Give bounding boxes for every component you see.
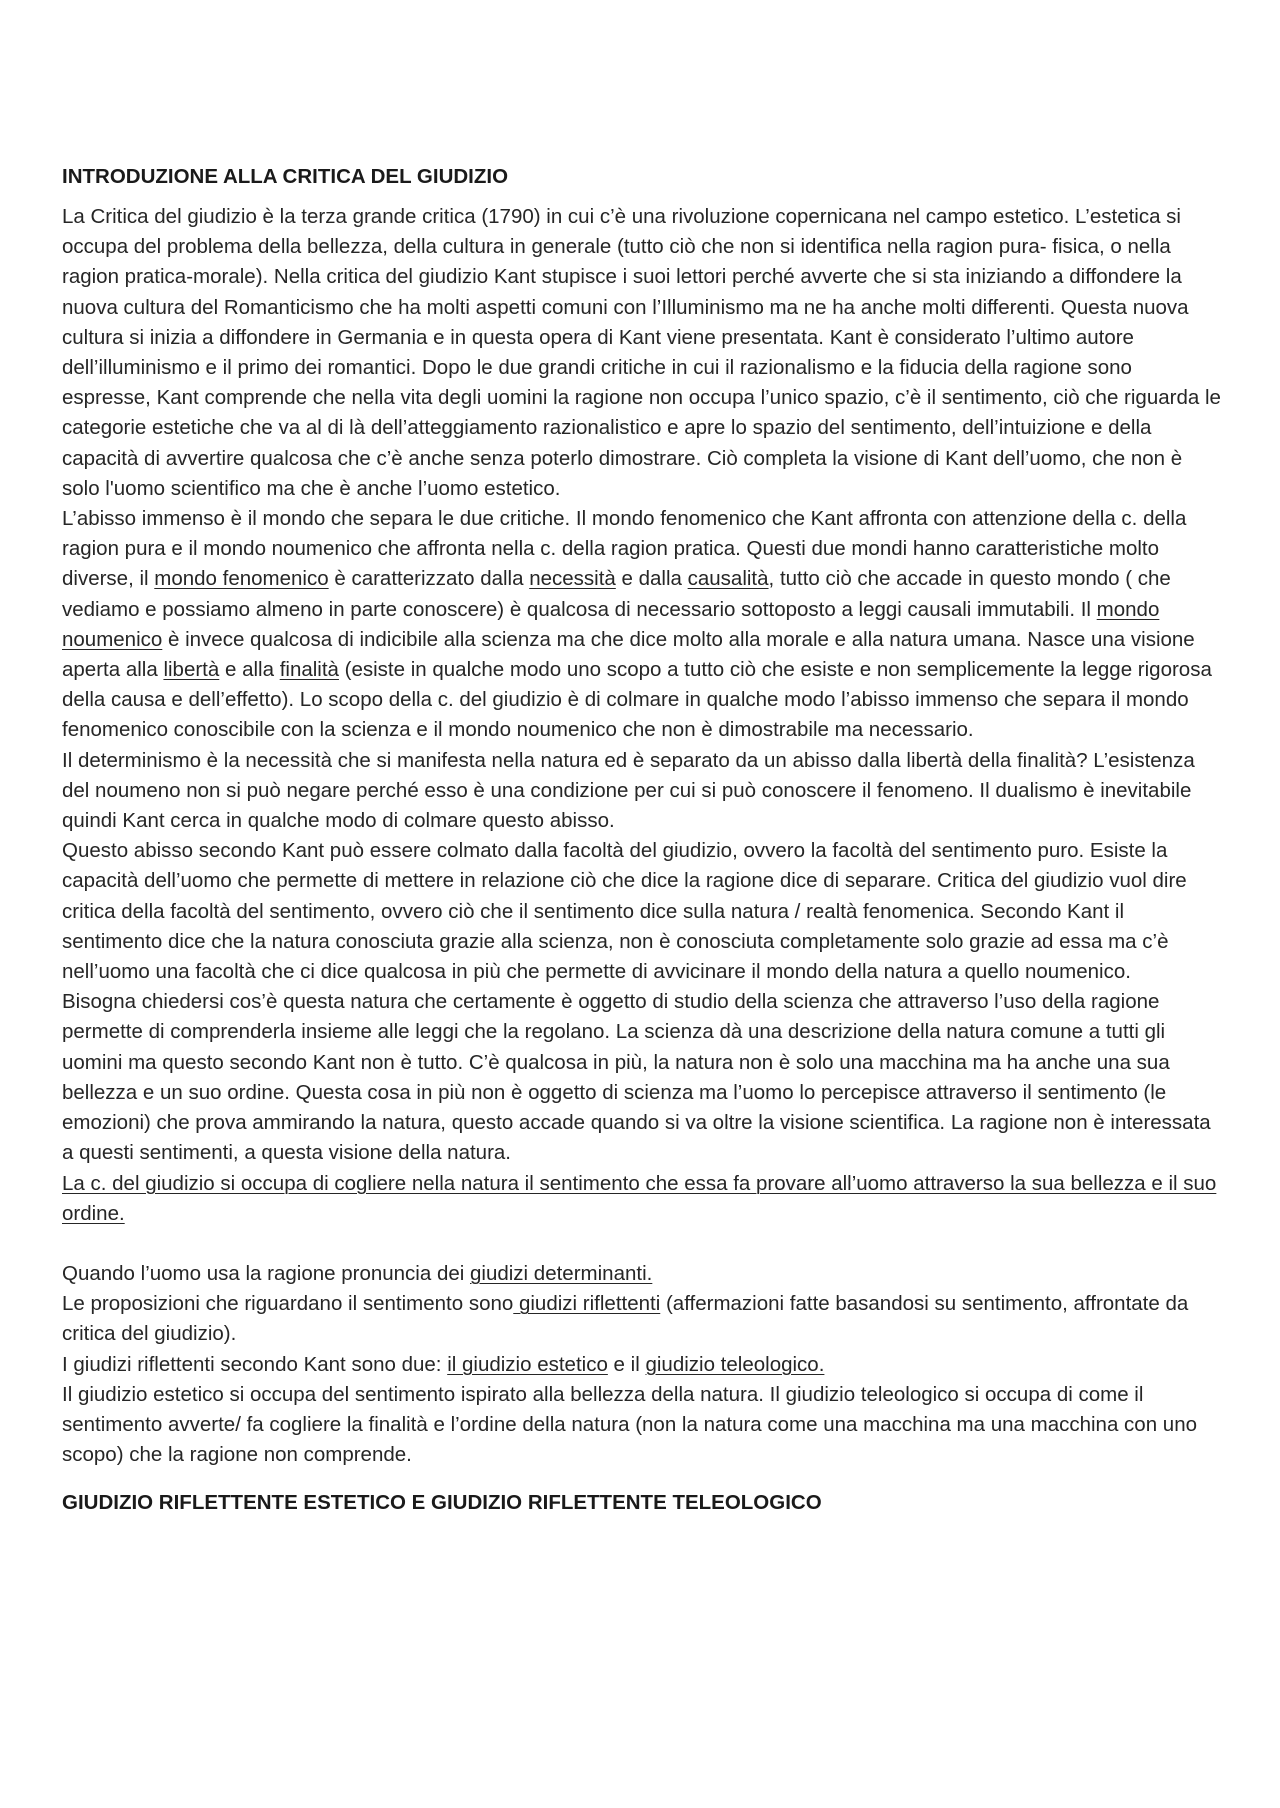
- underlined-term-causalita: causalità: [687, 567, 769, 591]
- underlined-term-mondo-noumenico: mondo noumenico: [62, 597, 1160, 651]
- text-run: e dalla: [615, 567, 688, 591]
- underlined-term-giudizio-teleologico: giudizio teleologico.: [645, 1352, 825, 1376]
- paragraph-giudizi-determinanti: [62, 1259, 1222, 1289]
- text-run: è caratterizzato dalla: [328, 567, 530, 591]
- text-run: (esiste in qualche modo uno scopo a tutto ciò che esiste e non semplicemente la legge rigorosa della causa e dell’effetto). Lo scopo della c. del giudizio è di colmare in qualche modo l’abisso immenso che separa il mondo fenomenico conoscibile con la scienza e il mondo noumenico che non è dimostrabile ma necessario.: [62, 658, 1212, 742]
- paragraph-underlined-summary: La c. del giudizio si occupa di cogliere nella natura il sentimento che essa fa provare all’uomo attraverso la sua bellezza e il suo ordine.: [62, 1171, 1217, 1225]
- paragraph-abisso: [62, 504, 1222, 746]
- paragraph-due-giudizi: [62, 1350, 1222, 1380]
- spacer: [62, 1229, 1222, 1259]
- paragraph-natura: Bisogna chiedersi cos’è questa natura che certamente è oggetto di studio della scienza che attraverso l’uso della ragione permette di comprenderla insieme alle leggi che la regolano. La scienza dà una descrizione della natura comune a tutti gli uomini ma questo secondo Kant non è tutto. C’è qualcosa in più, la natura non è solo una macchina ma ha anche una sua bellezza e un suo ordine. Questa cosa in più non è oggetto di scienza ma l’uomo lo percepisce attraverso il sentimento (le emozioni) che prova ammirando la natura, questo accade quando si va oltre la visione scientifica. La ragione non è interessata a questi sentimenti, a questa visione della natura.: [62, 990, 1211, 1165]
- paragraph-determinismo: Il determinismo è la necessità che si manifesta nella natura ed è separato da un abisso dalla libertà della finalità? L’esistenza del noumeno non si può negare perché esso è una condizione per cui si può conoscere il fenomeno. Il dualismo è inevitabile quindi Kant cerca in qualche modo di colmare questo abisso.: [62, 748, 1195, 833]
- underlined-term-giudizi-determinanti: giudizi determinanti.: [470, 1261, 653, 1285]
- text-run: (affermazioni fatte basandosi su sentimento, affrontate da critica del giudizio).: [62, 1292, 1189, 1346]
- text-run: e il: [607, 1352, 646, 1376]
- text-run: I giudizi riflettenti secondo Kant sono due:: [62, 1352, 448, 1376]
- text-run: e alla: [219, 658, 280, 682]
- text-run: , tutto ciò che accade in questo mondo ( che vediamo e possiamo almeno in parte conoscere) è qualcosa di necessario sottoposto a leggi causali immutabili. Il: [62, 567, 1171, 621]
- underlined-term-finalita: finalità: [279, 658, 339, 682]
- underlined-term-giudizi-riflettenti: giudizi riflettenti: [513, 1292, 661, 1316]
- underlined-term-necessita: necessità: [529, 567, 616, 591]
- document-page: [62, 162, 1222, 1518]
- text-run: L’abisso immenso è il mondo che separa le due critiche. Il mondo fenomenico che Kant affronta con attenzione della c. della ragion pura e il mondo noumenico che affronta nella c. della ragion pratica. Questi due mondi hanno caratteristiche molto diverse, il: [62, 507, 1187, 591]
- paragraph-intro: La Critica del giudizio è la terza grande critica (1790) in cui c’è una rivoluzione copernicana nel campo estetico. L’estetica si occupa del problema della bellezza, della cultura in generale (tutto ciò che non si identifica nella ragion pura- fisica, o nella ragion pratica-morale). Nella critica del giudizio Kant stupisce i suoi lettori perché avverte che si sta iniziando a diffondere la nuova cultura del Romanticismo che ha molti aspetti comuni con l’Illuminismo ma ne ha anche molti differenti. Questa nuova cultura si inizia a diffondere in Germania e in questa opera di Kant viene presentata. Kant è considerato l’ultimo autore dell’illuminismo e il primo dei romantici. Dopo le due grandi critiche in cui il razionalismo e la fiducia della ragione sono espresse, Kant comprende che nella vita degli uomini la ragione non occupa l’unico spazio, c’è il sentimento, ciò che riguarda le categorie estetiche che va al di là dell’atteggiamento razionalistico e apre lo spazio del sentimento, dell’intuizione e della capacità di avvertire qualcosa che c’è anche senza poterlo dimostrare. Ciò completa la visione di Kant dell’uomo, che non è solo l'uomo scientifico ma che è anche l’uomo estetico.: [62, 205, 1221, 500]
- text-run: è invece qualcosa di indicibile alla scienza ma che dice molto alla morale e alla natura umana. Nasce una visione aperta alla: [62, 627, 1195, 682]
- paragraph-estetico-teleologico: Il giudizio estetico si occupa del sentimento ispirato alla bellezza della natura. Il giudizio teleologico si occupa di come il sentimento avverte/ fa cogliere la finalità e l’ordine della natura (non la natura come una macchina ma una macchina con uno scopo) che la ragione non comprende.: [62, 1382, 1197, 1467]
- paragraph-giudizi-riflettenti: [62, 1289, 1222, 1349]
- underlined-term-giudizio-estetico: il giudizio estetico: [447, 1352, 608, 1376]
- document-title: INTRODUZIONE ALLA CRITICA DEL GIUDIZIO: [62, 165, 509, 188]
- text-run: Quando l’uomo usa la ragione pronuncia dei: [62, 1261, 470, 1285]
- text-run: Le proposizioni che riguardano il sentimento sono: [62, 1292, 514, 1316]
- underlined-term-liberta: libertà: [163, 658, 220, 682]
- underlined-term-mondo-fenomenico: mondo fenomenico: [154, 567, 329, 591]
- section-heading: GIUDIZIO RIFLETTENTE ESTETICO E GIUDIZIO RIFLETTENTE TELEOLOGICO: [62, 1491, 822, 1515]
- paragraph-facolta-giudizio: Questo abisso secondo Kant può essere colmato dalla facoltà del giudizio, ovvero la facoltà del sentimento puro. Esiste la capacità dell’uomo che permette di mettere in relazione ciò che dice la ragione dice di separare. Critica del giudizio vuol dire critica della facoltà del sentimento, ovvero ciò che il sentimento dice sulla natura / realtà fenomenica. Secondo Kant il sentimento dice che la natura conosciuta grazie alla scienza, non è conosciuta completamente solo grazie ad essa ma c’è nell’uomo una facoltà che ci dice qualcosa in più che permette di avvicinare il mondo della natura a quello noumenico.: [62, 839, 1187, 984]
